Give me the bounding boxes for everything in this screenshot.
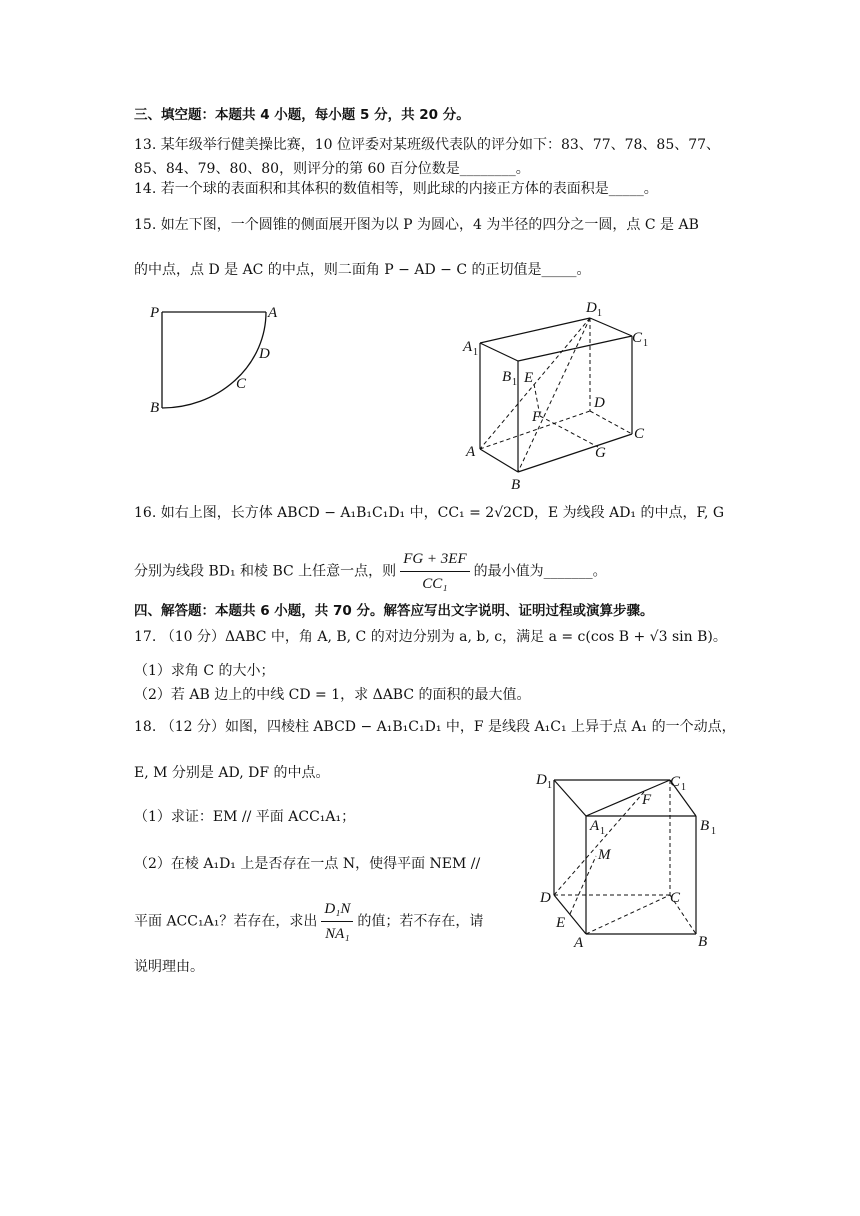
fig16-label-d: D (594, 395, 605, 411)
q18-part-3 (134, 898, 483, 945)
fig16-label-c1: C (632, 330, 643, 346)
q18-frac-den: NA₁ (325, 926, 350, 942)
q18-part-1: （1）求证：EM // 平面 ACC₁A₁； (134, 809, 356, 825)
fig18-label-d: D (540, 890, 551, 906)
q18-part-2: （2）在棱 A₁D₁ 上是否存在一点 N，使得平面 NEM // (134, 856, 481, 872)
fig18-label-m: M (598, 847, 611, 863)
figure-15-quarter-circle (140, 296, 300, 426)
q17-part-2: （2）若 AB 边上的中线 CD = 1，求 ΔABC 的面积的最大值。 (134, 687, 531, 703)
figure-label-subscript: 1 (643, 338, 648, 349)
q16-frac-num: FG + 3EF (400, 548, 469, 572)
q14-text: 14. 若一个球的表面积和其体积的数值相等，则此球的内接正方体的表面积是_____。 (134, 181, 658, 197)
q15-line-2: 的中点，点 D 是 AC 的中点，则二面角 P − AD − C 的正切值是_____。 (134, 262, 591, 278)
q18-text-a: 平面 ACC₁A₁？若存在，求出 (134, 913, 318, 930)
fig15-label-a: A (268, 305, 278, 321)
section-4-header: 四、解答题：本题共 6 小题，共 70 分。解答应写出文字说明、证明过程或演算步骤。 (134, 603, 654, 619)
q17-stem: 17. （10 分）ΔABC 中，角 A, B, C 的对边分别为 a, b, c，满足 a = c(cos B + √3 sin B)。 (134, 629, 727, 645)
fig18-label-b: B (698, 934, 708, 950)
q13-line-2: 85、84、79、80、80，则评分的第 60 百分位数是________。 (134, 161, 530, 177)
fig15-label-d: D (259, 346, 270, 362)
q15-line-1: 15. 如左下图，一个圆锥的侧面展开图为以 P 为圆心，4 为半径的四分之一圆，点 C 是 AB (134, 217, 699, 233)
figure-label-subscript: 1 (681, 782, 686, 793)
q16-line-1: 16. 如右上图，长方体 ABCD − A₁B₁C₁D₁ 中，CC₁ = 2√2CD，E 为线段 AD₁ 的中点，F, G (134, 505, 725, 521)
fig18-label-e: E (556, 915, 566, 931)
figure-label-subscript: 1 (711, 826, 716, 837)
figure-label-subscript: 1 (512, 377, 517, 388)
figure-18-prism (530, 764, 730, 954)
fig16-label-f: F (532, 409, 542, 425)
fig16-label-e: E (524, 370, 534, 386)
fig18-label-a: A (574, 935, 584, 951)
q18-part-4: 说明理由。 (134, 959, 204, 975)
section-3-header: 三、填空题：本题共 4 小题，每小题 5 分，共 20 分。 (134, 107, 470, 123)
fig18-label-d1: D (536, 772, 547, 788)
q13-line-1: 13. 某年级举行健美操比赛，10 位评委对某班级代表队的评分如下：83、77、78、85、77、 (134, 137, 721, 153)
q16-line-2 (134, 548, 607, 595)
figure-label-subscript: 1 (473, 347, 478, 358)
q18-fraction (321, 898, 353, 945)
q18-line-2: E, M 分别是 AD, DF 的中点。 (134, 765, 330, 781)
fig18-label-c: C (670, 890, 681, 906)
figure-label-subscript: 1 (597, 308, 602, 319)
fig16-label-b1: B (502, 369, 512, 385)
figure-16-cuboid (460, 296, 660, 496)
figure-label-subscript: 1 (547, 780, 552, 791)
fig18-label-b1: B (700, 818, 710, 834)
fig16-label-a1: A (463, 339, 473, 355)
fig18-label-a1: A (590, 818, 600, 834)
fig16-label-g: G (595, 445, 606, 461)
fig18-label-f: F (642, 792, 652, 808)
fig16-label-c: C (634, 426, 645, 442)
figure-label-subscript: 1 (600, 826, 605, 837)
q17-part-1: （1）求角 C 的大小； (134, 663, 275, 679)
q16-fraction (400, 548, 469, 595)
q16-frac-den: CC₁ (422, 576, 448, 592)
q18-text-b: 的值；若不存在，请 (357, 913, 484, 930)
fig15-label-c: C (236, 376, 247, 392)
q16-text-b: 的最小值为_______。 (473, 563, 607, 580)
fig15-label-p: P (150, 305, 160, 321)
fig16-label-d1: D (586, 300, 597, 316)
q18-frac-num: D₁N (321, 898, 353, 922)
fig15-label-b: B (150, 400, 160, 416)
q18-line-1: 18. （12 分）如图，四棱柱 ABCD − A₁B₁C₁D₁ 中，F 是线段 A₁C₁ 上异于点 A₁ 的一个动点， (134, 719, 736, 735)
q16-text-a: 分别为线段 BD₁ 和棱 BC 上任意一点，则 (134, 563, 397, 580)
fig16-label-a: A (466, 444, 476, 460)
fig18-label-c1: C (670, 774, 681, 790)
fig16-label-b: B (511, 477, 521, 493)
